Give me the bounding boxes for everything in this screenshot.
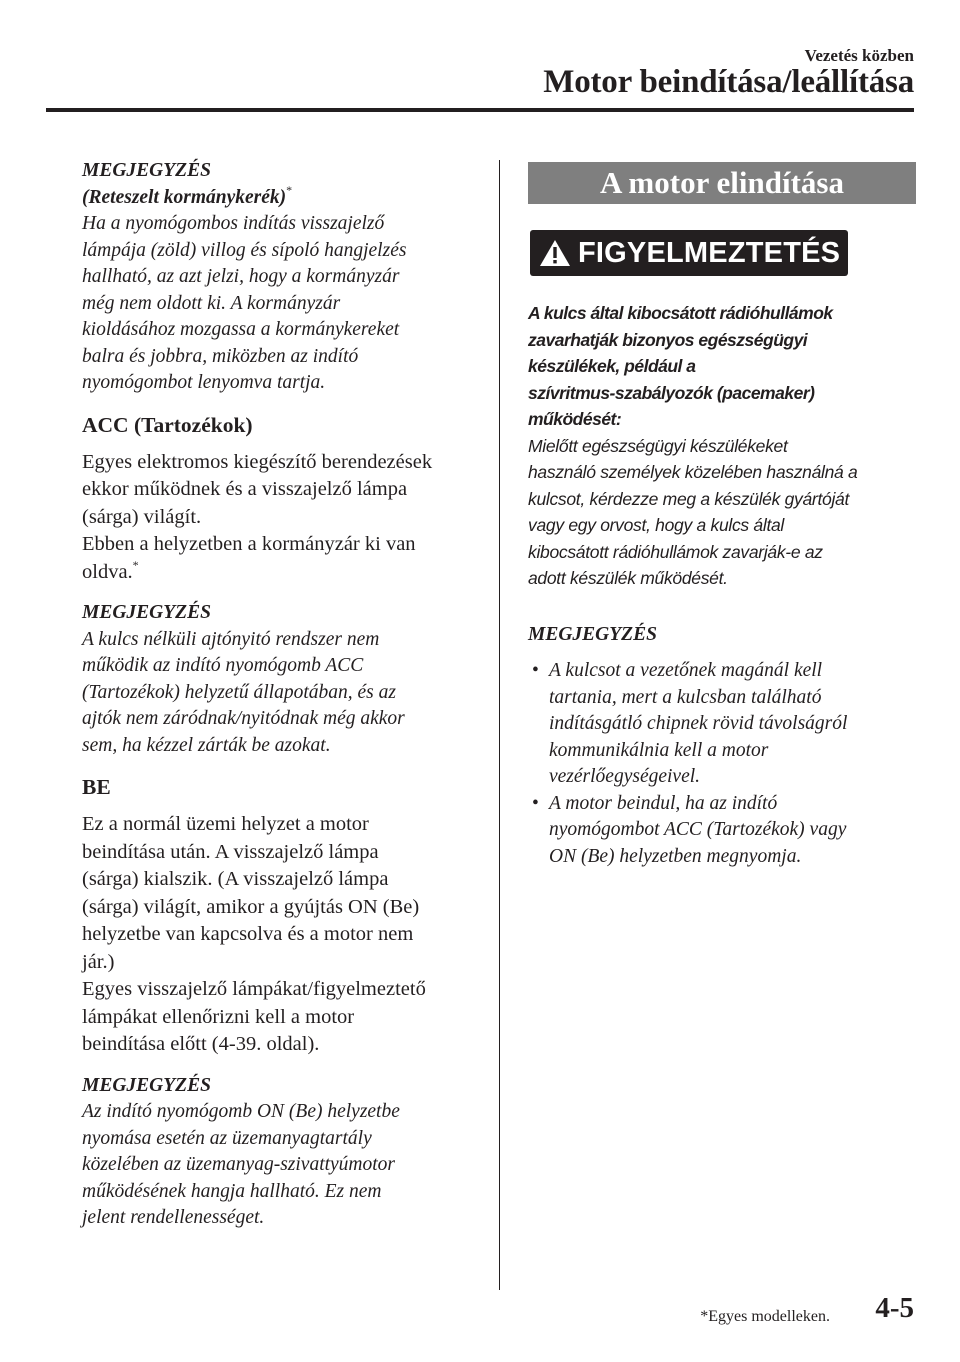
text-line: A kulcsot a vezetőnek magánál kell xyxy=(549,660,823,681)
note-heading: MEGJEGYZÉS xyxy=(528,623,657,645)
text-line: A kulcs nélküli ajtónyitó rendszer nem xyxy=(82,628,380,650)
text-line: működésének hangja hallható. Ez nem xyxy=(82,1180,382,1202)
text-line: nyomógombot ACC (Tartozékok) vagy xyxy=(549,819,847,840)
acc-text xyxy=(82,449,482,587)
note-heading: MEGJEGYZÉS xyxy=(82,160,211,181)
header-rule xyxy=(46,108,914,112)
text-line: (sárga) kialszik. (A visszajelző lámpa xyxy=(82,868,389,890)
text-line: zavarhatják bizonyos egészségügyi xyxy=(528,329,808,350)
header-section: Vezetés közben xyxy=(804,46,914,65)
bullet-icon: • xyxy=(532,660,539,681)
text-line: kioldásához mozgassa a kormánykereket xyxy=(82,319,400,340)
text-line: helyzetbe van kapcsolva és a motor nem xyxy=(82,923,414,945)
text-line: indításgátló chipnek rövid távolságról xyxy=(549,713,848,734)
text-line: még nem oldott ki. A kormányzár xyxy=(82,292,341,314)
acc-heading: ACC (Tartozékok) xyxy=(82,412,253,437)
text-line: ON (Be) helyzetben megnyomja. xyxy=(549,845,802,867)
text-line: szívritmus-szabályozók (pacemaker) xyxy=(528,382,815,403)
list-item xyxy=(528,791,916,871)
footer-note: *Egyes modelleken. xyxy=(700,1308,830,1325)
note-subheading-text: (Reteszelt kormánykerék) xyxy=(82,186,287,208)
text-line: Ebben a helyzetben a kormányzár ki van xyxy=(82,533,416,555)
note-text xyxy=(82,627,482,760)
text-line: A kulcs által kibocsátott rádióhullámok xyxy=(528,303,833,323)
text-line: lámpája (zöld) villog és sípoló hangjelzés xyxy=(82,239,407,261)
text-line: (sárga) világít, amikor a gyújtás ON (Be) xyxy=(82,895,420,918)
asterisk-mark: * xyxy=(286,182,293,197)
text-line: nyomása esetén az üzemanyagtartály xyxy=(82,1127,372,1149)
text-span: oldva. xyxy=(82,560,133,583)
text-line: Az indító nyomógomb ON (Be) helyzetbe xyxy=(82,1101,400,1122)
text-line: beindítása után. A visszajelző lámpa xyxy=(82,840,379,863)
warning-bold-text xyxy=(528,300,916,433)
text-line: ekkor működnek és a visszajelző lámpa xyxy=(82,478,408,500)
text-line: sem, ha kézzel zárták be azokat. xyxy=(82,734,331,756)
asterisk-mark: * xyxy=(132,557,139,572)
right-column xyxy=(528,162,916,870)
text-line: beindítása előtt (4-39. oldal). xyxy=(82,1033,320,1055)
note-subheading xyxy=(82,182,482,212)
text-line: közelében az üzemanyag-szivattyúmotor xyxy=(82,1154,396,1175)
text-line: balra és jobbra, miközben az indító xyxy=(82,345,359,367)
note-heading: MEGJEGYZÉS xyxy=(82,1074,211,1096)
text-line: (sárga) világít. xyxy=(82,505,202,528)
warning-triangle-icon xyxy=(538,238,572,268)
warning-text xyxy=(528,433,916,592)
text-line: vezérlőegységeivel. xyxy=(549,766,701,787)
left-column xyxy=(82,158,482,1232)
text-line: lámpákat ellenőrizni kell a motor xyxy=(82,1005,355,1028)
bullet-icon: • xyxy=(532,792,539,814)
column-divider xyxy=(499,160,500,1290)
text-line: jár.) xyxy=(82,950,115,973)
text-line: kommunikálnia kell a motor xyxy=(549,739,769,761)
warning-label: FIGYELMEZTETÉS xyxy=(578,236,841,269)
note-text xyxy=(82,1099,482,1232)
section-banner: A motor elindítása xyxy=(528,162,916,204)
text-line: ajtók nem záródnak/nyitódnak még akkor xyxy=(82,708,405,729)
warning-box xyxy=(530,230,848,276)
text-line: működését: xyxy=(528,409,622,429)
page-title: Motor beindítása/leállítása xyxy=(543,64,914,100)
list-item xyxy=(528,658,916,791)
text-line: hallható, az azt jelzi, hogy a kormányzár xyxy=(82,266,400,287)
note-heading: MEGJEGYZÉS xyxy=(82,602,211,623)
text-line: Egyes visszajelző lámpákat/figyelmeztető xyxy=(82,978,426,1000)
text-line: A motor beindul, ha az indító xyxy=(549,792,778,814)
text-line: kulcsot, kérdezze meg a készülék gyártóját xyxy=(528,488,850,509)
text-line: készülékek, például a xyxy=(528,356,696,376)
text-line: nyomógombot lenyomva tartja. xyxy=(82,372,326,393)
text-line: (Tartozékok) helyzetű állapotában, és az xyxy=(82,681,396,703)
text-line: Mielőtt egészségügyi készülékeket xyxy=(528,435,788,456)
text-line xyxy=(82,559,482,587)
text-line: működik az indító nyomógomb ACC xyxy=(82,655,364,676)
be-heading: BE xyxy=(82,775,111,799)
page-number: 4-5 xyxy=(875,1292,914,1324)
text-line: jelent rendellenességet. xyxy=(82,1207,265,1228)
note-text xyxy=(82,211,482,397)
note-bullet-list xyxy=(528,658,916,870)
text-line: Ez a normál üzemi helyzet a motor xyxy=(82,813,369,835)
text-line: adott készülék működését. xyxy=(528,568,728,588)
text-line: Egyes elektromos kiegészítő berendezések xyxy=(82,450,433,473)
text-line: vagy egy orvost, hogy a kulcs által xyxy=(528,515,785,535)
text-line: Ha a nyomógombos indítás visszajelző xyxy=(82,213,385,234)
text-line: kibocsátott rádióhullámok zavarják-e az xyxy=(528,541,823,562)
text-line: tartania, mert a kulcsban található xyxy=(549,686,822,708)
be-text xyxy=(82,811,482,1059)
text-line: használó személyek közelében használná a xyxy=(528,462,858,482)
